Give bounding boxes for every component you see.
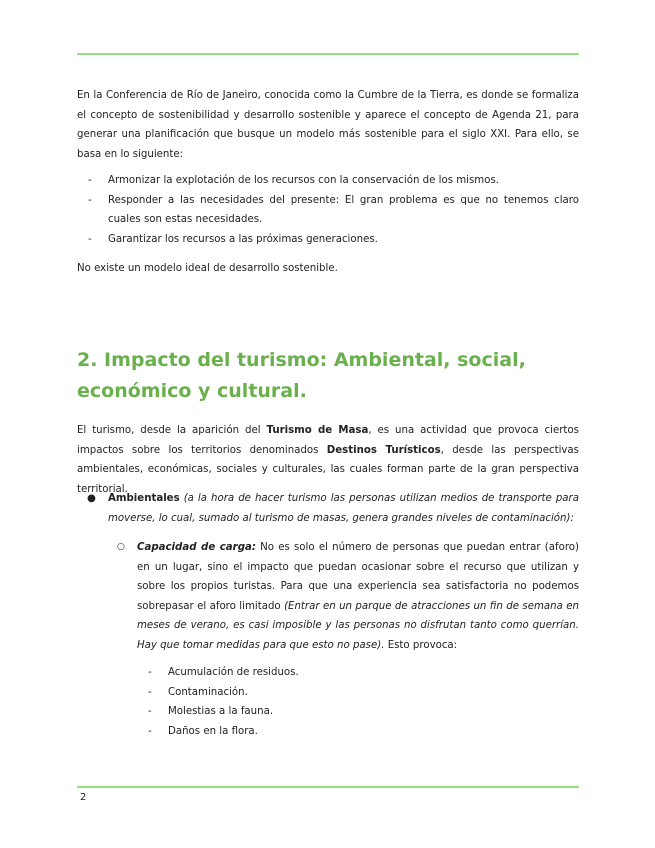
conclusion-paragraph: No existe un modelo ideal de desarrollo sostenible. [77, 263, 338, 274]
ambientales-item [77, 489, 579, 528]
capacidad-item: ○ Capacidad de carga: No es solo el número de personas que puedan entrar (aforo) en un lugar, sino el impacto que puedan ocasionar sobre el recurso que utilizan y sobre los propios turistas. Para que una experiencia sea satisfactoria no podemos sobrepasar el aforo limitado (Entrar en un parque de atracciones un fin de semana en meses de verano, es casi imposible y las personas no disfrutan tanto como querrían. Hay que tomar medidas para que esto no pase). Esto provoca: [137, 538, 579, 655]
term-turismo-de-masa: Turismo de Masa [266, 425, 369, 436]
footer-rule [77, 786, 579, 788]
list-item: - Armonizar la explotación de los recursos con la conservación de los mismos. [77, 171, 579, 191]
dash-marker: - [88, 233, 92, 245]
list-item: - Molestias a la fauna. [137, 702, 437, 722]
list-item: - Acumulación de residuos. [137, 663, 437, 683]
term-destinos-turisticos: Destinos Turísticos [326, 444, 441, 456]
effects-list [137, 663, 437, 741]
capacidad-label: Capacidad de carga: [137, 542, 256, 553]
section-heading: 2. Impacto del turismo: Ambiental, social, económico y cultural. [77, 349, 526, 402]
bullet-icon: ● [87, 493, 96, 504]
ambientales-note: (a la hora de hacer turismo las personas utilizan medios de transporte para moverse, lo cual, sumado al turismo de masas, genera grandes niveles de contaminación): [108, 493, 579, 524]
section-intro-paragraph: El turismo, desde la aparición del Turismo de Masa, es una actividad que provoca ciertos impactos sobre los territorios denominados Destinos Turísticos, desde las perspectivas ambientales, económicas, sociales y culturales, las cuales forman parte de la gran perspectiva territorial. [77, 425, 579, 495]
header-rule [77, 53, 579, 55]
list-item: - Garantizar los recursos a las próximas generaciones. [77, 230, 579, 250]
dash-marker: - [88, 175, 92, 186]
intro-paragraph: En la Conferencia de Río de Janeiro, conocida como la Cumbre de la Tierra, es donde se formaliza el concepto de sostenibilidad y desarrollo sostenible y aparece el concepto de Agenda 21, para generar una planificación que busque un modelo más sostenible para el siglo XXI. Para ello, se basa en lo siguiente: [77, 90, 579, 160]
list-item: - Contaminación. [137, 683, 437, 703]
ambientales-label: Ambientales [108, 493, 180, 504]
list-item: - Responder a las necesidades del presente: El gran problema es que no tenemos claro cuales son estas necesidades. [77, 191, 579, 230]
dash-marker: - [148, 667, 152, 678]
capacidad-note: (Entrar en un parque de atracciones un fin de semana en meses de verano, es casi imposible y las personas no disfrutan tanto como querrían. Hay que tomar medidas para que esto no pase). [137, 600, 579, 651]
dash-marker: - [88, 194, 92, 206]
dash-marker: - [148, 686, 152, 698]
circle-bullet-icon: ○ [117, 542, 125, 552]
list-item: - Daños en la flora. [137, 722, 437, 742]
page-number: 2 [80, 792, 87, 803]
objectives-list [77, 171, 579, 249]
dash-marker: - [148, 706, 152, 717]
dash-marker: - [148, 725, 152, 737]
